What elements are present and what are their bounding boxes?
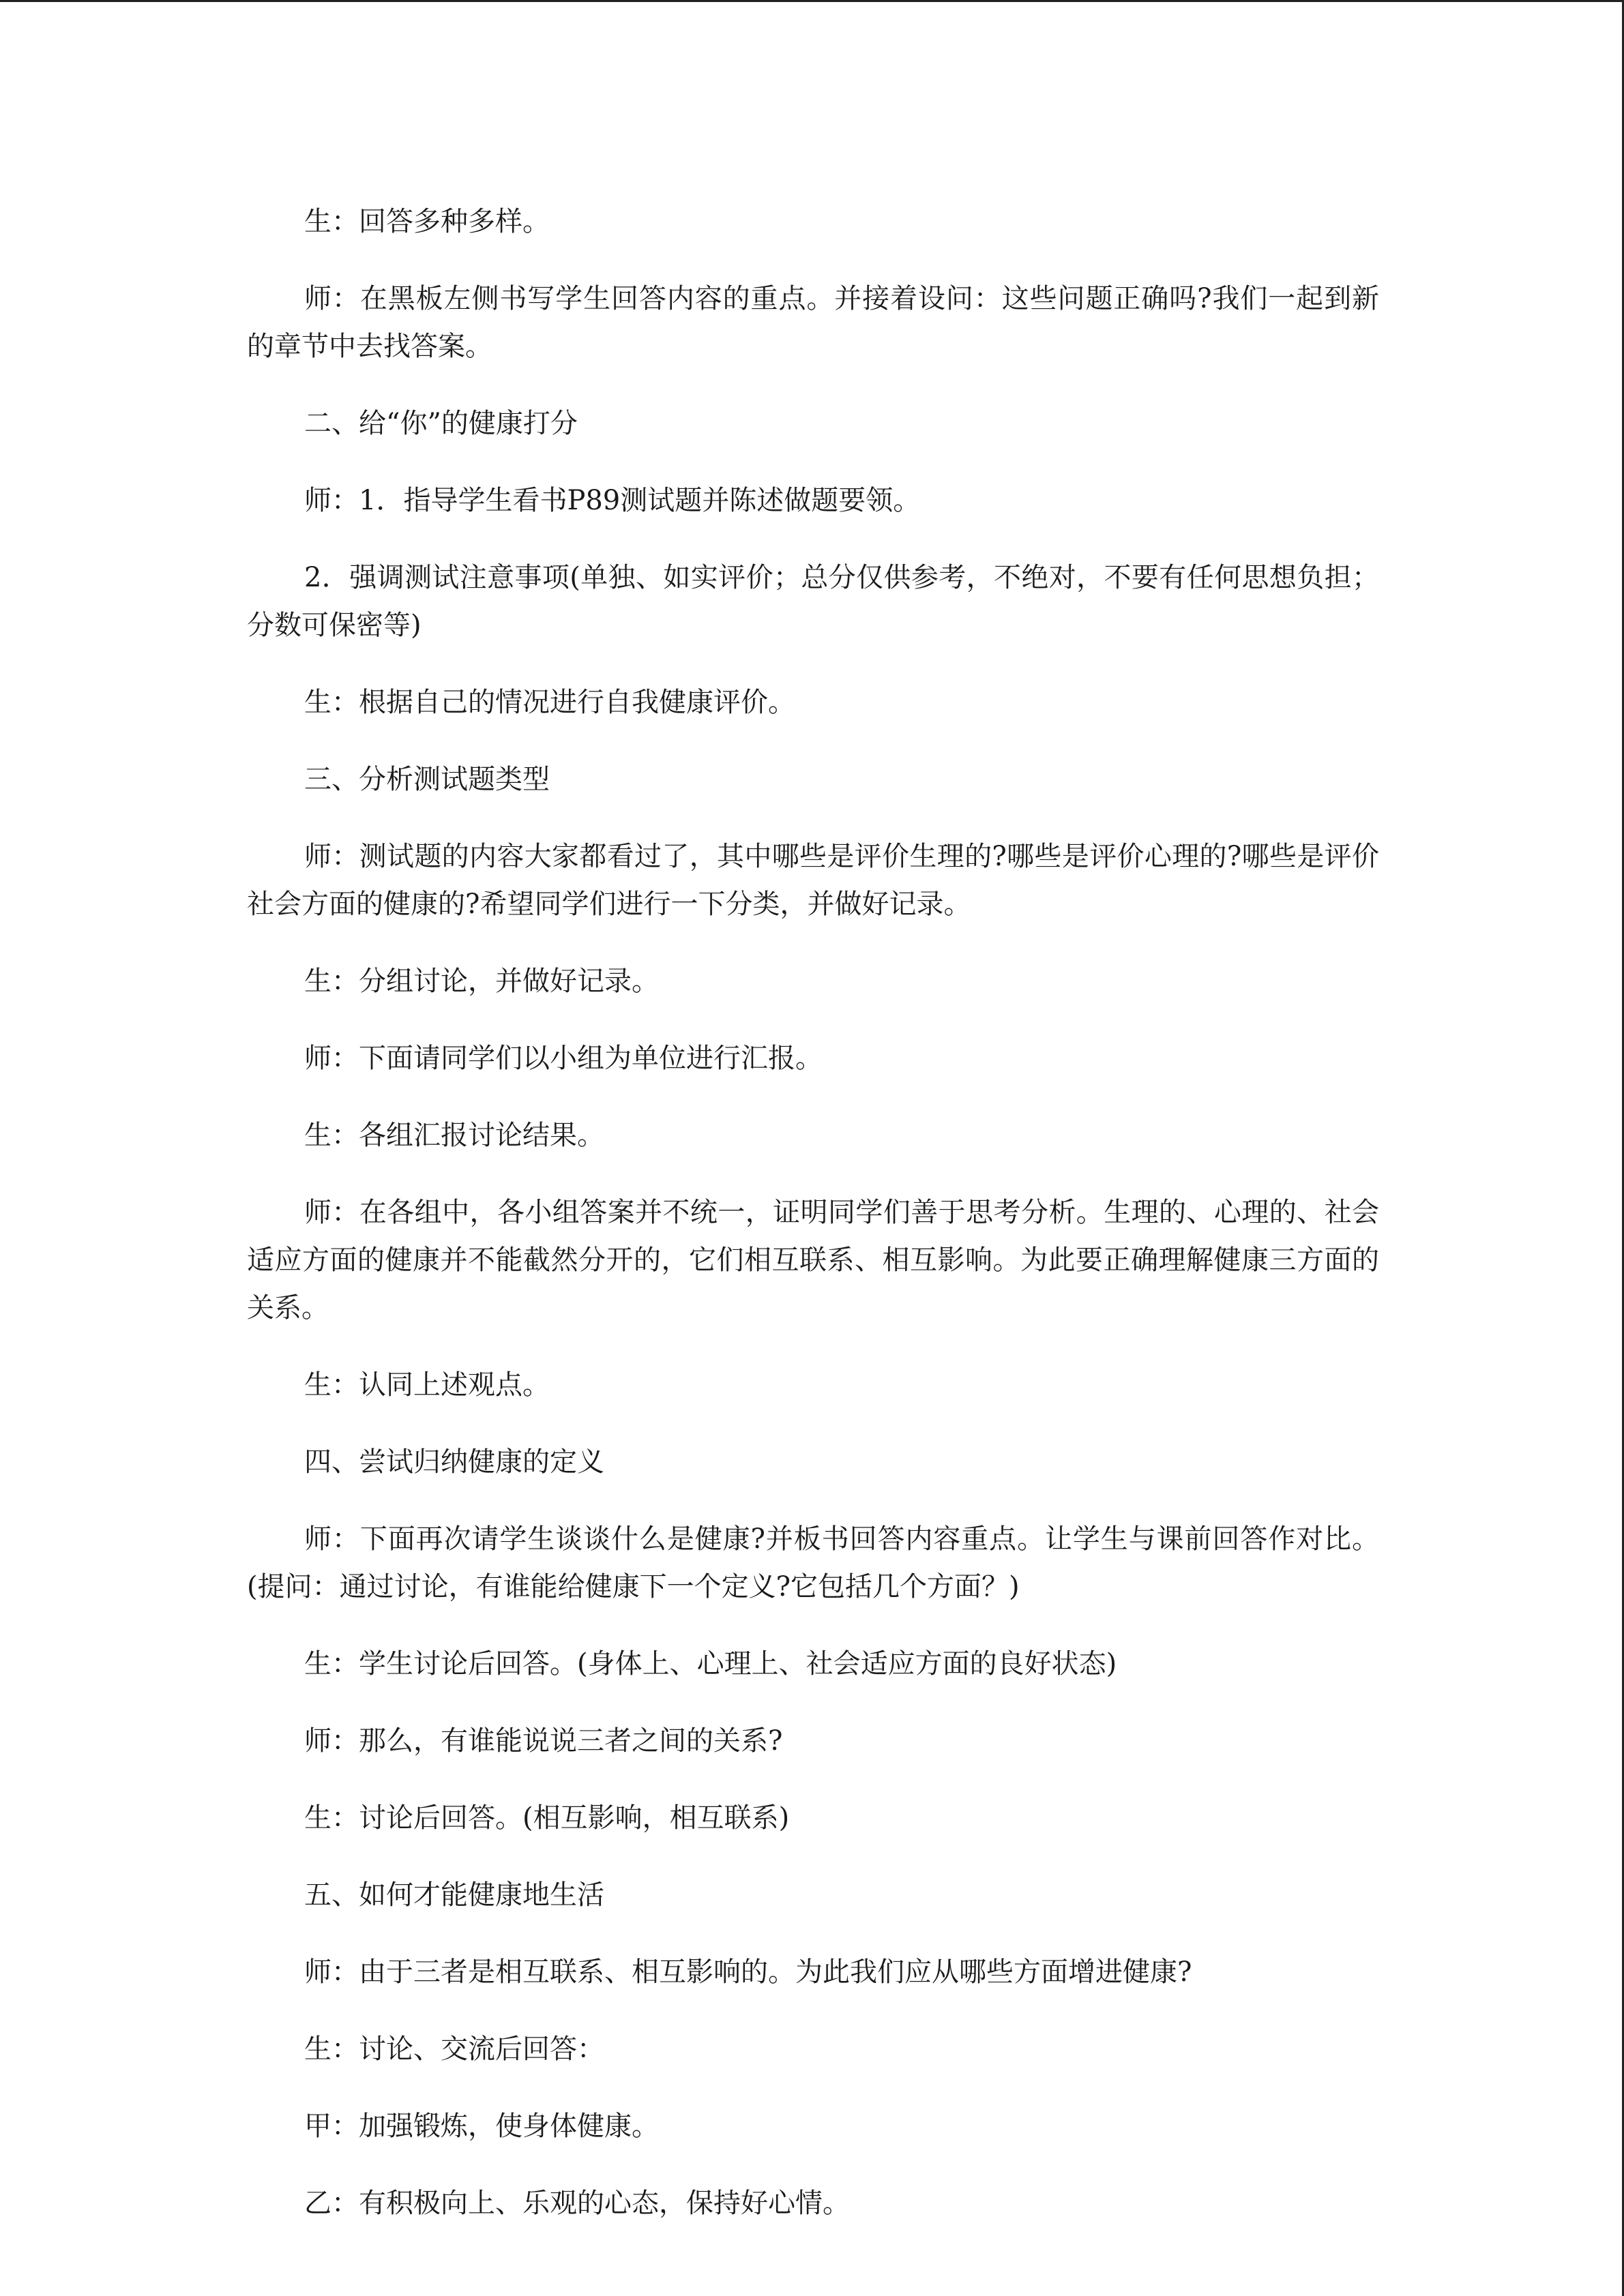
paragraph: 生：讨论、交流后回答：	[304, 2033, 604, 2065]
paragraph: 生：学生讨论后回答。(身体上、心理上、社会适应方面的良好状态)	[304, 1648, 1117, 1680]
paragraph: 生：讨论后回答。(相互影响，相互联系)	[304, 1802, 790, 1834]
document-body	[247, 198, 1379, 2256]
section-heading: 二、给“你”的健康打分	[304, 408, 578, 439]
section-heading: 三、分析测试题类型	[304, 764, 550, 795]
paragraph: 乙：有积极向上、乐观的心态，保持好心情。	[304, 2188, 850, 2219]
paragraph: 师：测试题的内容大家都看过了，其中哪些是评价生理的?哪些是评价心理的?哪些是评价社会方面的健康的?希望同学们进行一下分类，并做好记录。	[247, 841, 1379, 920]
paragraph: 生：回答多种多样。	[304, 206, 550, 237]
paragraph: 师：下面请同学们以小组为单位进行汇报。	[304, 1043, 823, 1074]
paragraph: 生：认同上述观点。	[304, 1369, 550, 1401]
page-border-top	[0, 0, 1624, 2]
paragraph: 师：在黑板左侧书写学生回答内容的重点。并接着设问：这些问题正确吗?我们一起到新的章节中去找答案。	[247, 283, 1379, 362]
paragraph: 师：那么，有谁能说说三者之间的关系?	[304, 1725, 783, 1757]
paragraph: 生：根据自己的情况进行自我健康评价。	[304, 687, 795, 718]
paragraph: 师：由于三者是相互联系、相互影响的。为此我们应从哪些方面增进健康?	[304, 1956, 1192, 1988]
section-heading: 五、如何才能健康地生活	[304, 1879, 604, 1911]
paragraph: 师：下面再次请学生谈谈什么是健康?并板书回答内容重点。让学生与课前回答作对比。(提问：通过讨论，有谁能给健康下一个定义?它包括几个方面？)	[247, 1523, 1379, 1602]
paragraph: 生：分组讨论，并做好记录。	[304, 966, 659, 997]
paragraph: 2．强调测试注意事项(单独、如实评价；总分仅供参考，不绝对，不要有任何思想负担；分数可保密等)	[247, 562, 1379, 641]
paragraph: 师：在各组中，各小组答案并不统一，证明同学们善于思考分析。生理的、心理的、社会适应方面的健康并不能截然分开的，它们相互联系、相互影响。为此要正确理解健康三方面的关系。	[247, 1197, 1379, 1324]
paragraph: 生：各组汇报讨论结果。	[304, 1120, 604, 1151]
paragraph: 甲：加强锻炼，使身体健康。	[304, 2111, 659, 2142]
section-heading: 四、尝试归纳健康的定义	[304, 1446, 604, 1478]
paragraph: 师：1．指导学生看书P89测试题并陈述做题要领。	[304, 485, 921, 516]
